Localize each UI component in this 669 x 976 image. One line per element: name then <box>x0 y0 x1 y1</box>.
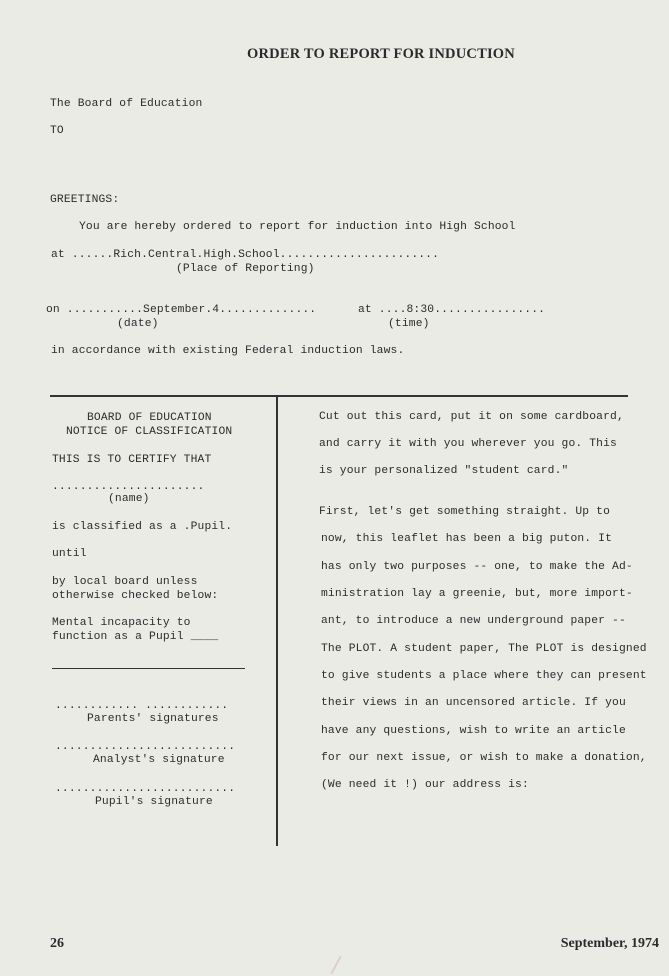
to-line: TO <box>50 125 64 137</box>
card-heading-notice: NOTICE OF CLASSIFICATION <box>66 426 233 438</box>
article-line: Cut out this card, put it on some cardboard, <box>319 411 624 423</box>
reporting-place-line: at ......Rich.Central.High.School....................... <box>51 249 440 261</box>
until-line: until <box>52 548 87 560</box>
local-board-line-2: otherwise checked below: <box>52 590 219 602</box>
time-line: at ....8:30................ <box>358 304 546 316</box>
card-rule <box>52 668 245 669</box>
article-line: and carry it with you wherever you go. This <box>319 438 617 450</box>
date-line: on ...........September.4.............. <box>46 304 317 316</box>
article-line: First, let's get something straight. Up to <box>319 506 611 518</box>
article-line: ministration lay a greenie, but, more import- <box>321 588 633 600</box>
article-line: have any questions, wish to write an article <box>321 725 626 737</box>
local-board-line-1: by local board unless <box>52 576 198 588</box>
ink-mark <box>330 956 341 975</box>
issue-date: September, 1974 <box>560 936 659 951</box>
article-line: for our next issue, or wish to make a donation, <box>321 752 647 764</box>
ordered-line: You are hereby ordered to report for induction into High School <box>79 221 516 233</box>
page-title: ORDER TO REPORT FOR INDUCTION <box>247 46 515 62</box>
name-dots: ...................... <box>52 481 205 493</box>
analyst-signature-dots: .......................... <box>55 741 236 753</box>
board-line: The Board of Education <box>50 98 203 110</box>
article-line: is your personalized "student card." <box>319 465 569 477</box>
certify-line: THIS IS TO CERTIFY THAT <box>52 454 212 466</box>
parents-signature-caption: Parents' signatures <box>87 713 219 725</box>
article-line: to give students a place where they can present <box>321 670 647 682</box>
article-line: (We need it !) our address is: <box>321 779 529 791</box>
place-caption: (Place of Reporting) <box>176 263 315 275</box>
column-divider <box>276 396 278 846</box>
article-line: ant, to introduce a new underground paper -- <box>321 615 626 627</box>
article-line: their views in an uncensored article. If you <box>321 697 626 709</box>
time-caption: (time) <box>388 318 430 330</box>
card-heading-board: BOARD OF EDUCATION <box>87 412 212 424</box>
parents-signature-dots: ............ ............ <box>55 700 229 712</box>
pupil-signature-dots: .......................... <box>55 783 236 795</box>
federal-line: in accordance with existing Federal induction laws. <box>51 345 405 357</box>
analyst-signature-caption: Analyst's signature <box>93 754 225 766</box>
date-caption: (date) <box>117 318 159 330</box>
greetings-line: GREETINGS: <box>50 194 120 206</box>
article-line: now, this leaflet has been a big puton. It <box>321 533 613 545</box>
name-caption: (name) <box>108 493 150 505</box>
pupil-signature-caption: Pupil's signature <box>95 796 213 808</box>
article-line: The PLOT. A student paper, The PLOT is designed <box>321 643 647 655</box>
article-line: has only two purposes -- one, to make the Ad- <box>321 561 633 573</box>
mental-line-2: function as a Pupil ____ <box>52 631 219 643</box>
section-divider <box>50 395 628 397</box>
classified-line: is classified as a .Pupil. <box>52 521 233 533</box>
page-number: 26 <box>50 936 64 951</box>
mental-line-1: Mental incapacity to <box>52 617 191 629</box>
